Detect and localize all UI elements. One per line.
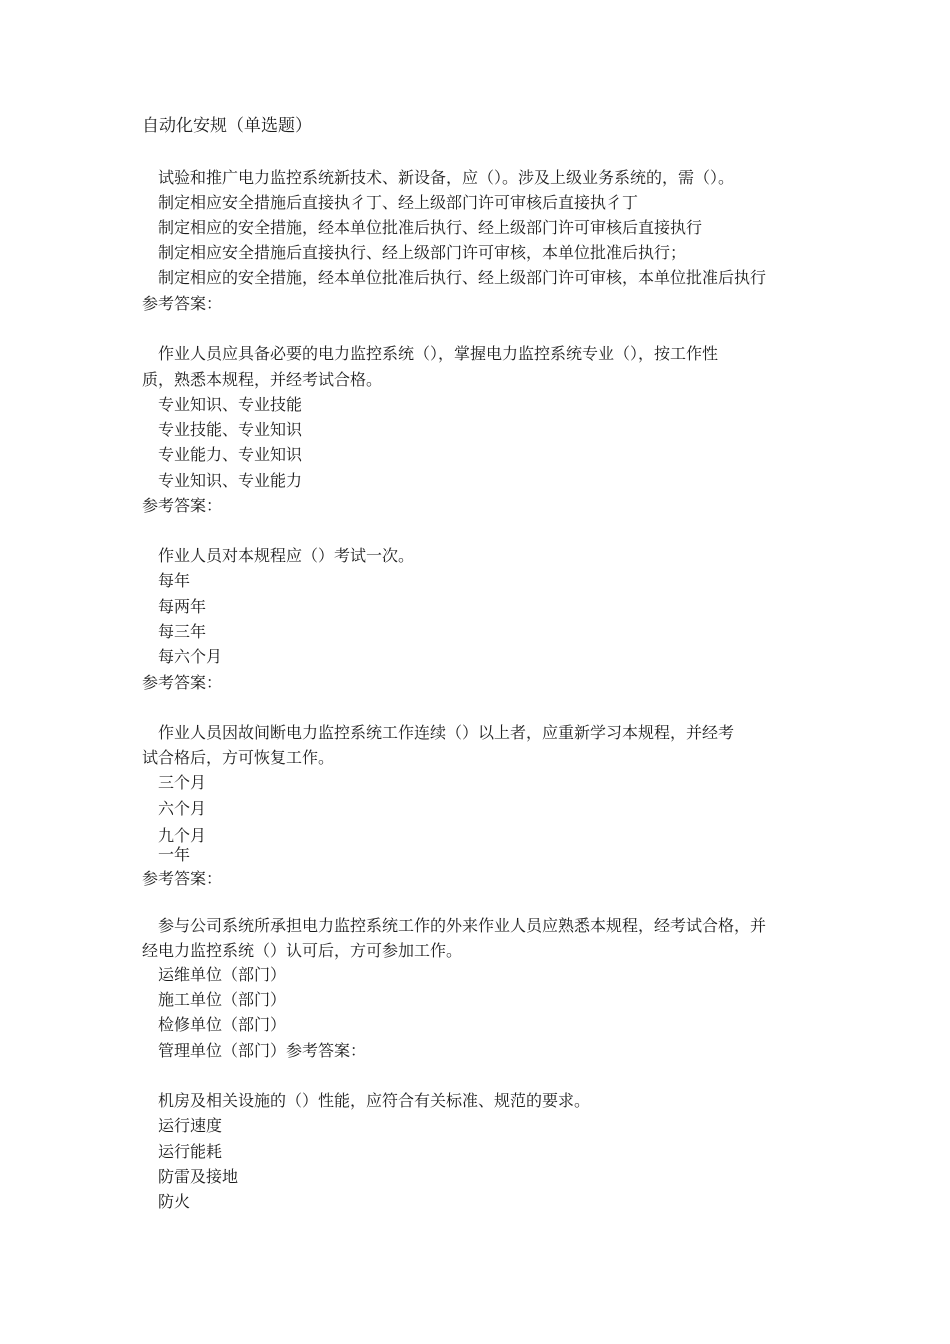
option-d: 制定相应的安全措施，经本单位批准后执行、经上级部门许可审核，本单位批准后执行 — [158, 268, 767, 287]
question-stem-continued: 经电力监控系统（）认可后，方可参加工作。 — [142, 941, 463, 960]
option-b: 运行能耗 — [158, 1142, 223, 1161]
document-title: 自动化安规（单选题） — [142, 116, 312, 136]
answer-label: 参考答案： — [142, 869, 223, 888]
question-stem: 机房及相关设施的（）性能，应符合有关标准、规范的要求。 — [158, 1091, 591, 1110]
option-b: 施工单位（部门） — [158, 990, 287, 1009]
option-d: 一年 — [158, 845, 191, 864]
answer-label: 参考答案： — [142, 294, 223, 313]
option-a: 专业知识、专业技能 — [158, 395, 303, 414]
option-c: 九个月 — [158, 826, 207, 845]
option-c: 专业能力、专业知识 — [158, 445, 303, 464]
option-d: 专业知识、专业能力 — [158, 471, 303, 490]
option-d: 防火 — [158, 1192, 191, 1211]
option-a: 运维单位（部门） — [158, 965, 287, 984]
option-b: 制定相应的安全措施，经本单位批准后执行、经上级部门许可审核后直接执行 — [158, 218, 703, 237]
question-stem: 试验和推广电力监控系统新技术、新设备，应（）。涉及上级业务系统的，需（）。 — [158, 168, 735, 187]
option-c: 检修单位（部门） — [158, 1015, 287, 1034]
option-a: 每年 — [158, 571, 191, 590]
option-d: 每六个月 — [158, 647, 223, 666]
option-a: 制定相应安全措施后直接执彳丁、经上级部门许可审核后直接执彳丁 — [158, 193, 639, 212]
answer-label: 参考答案： — [142, 673, 223, 692]
option-b: 六个月 — [158, 799, 207, 818]
question-stem: 作业人员应具备必要的电力监控系统（），掌握电力监控系统专业（），按工作性 — [158, 344, 719, 363]
question-stem-continued: 试合格后，方可恢复工作。 — [142, 748, 335, 767]
option-a: 三个月 — [158, 773, 207, 792]
answer-label: 参考答案： — [142, 496, 223, 515]
question-stem: 作业人员对本规程应（）考试一次。 — [158, 546, 415, 565]
option-a: 运行速度 — [158, 1116, 223, 1135]
option-b: 专业技能、专业知识 — [158, 420, 303, 439]
question-stem-continued: 质，熟悉本规程，并经考试合格。 — [142, 370, 383, 389]
question-stem: 作业人员因故间断电力监控系统工作连续（）以上者，应重新学习本规程，并经考 — [158, 723, 735, 742]
question-stem: 参与公司系统所承担电力监控系统工作的外来作业人员应熟悉本规程，经考试合格，并 — [158, 916, 767, 935]
option-d-with-answer-label: 管理单位（部门）参考答案： — [158, 1041, 367, 1060]
option-b: 每两年 — [158, 597, 207, 616]
option-c: 防雷及接地 — [158, 1167, 239, 1186]
option-c: 制定相应安全措施后直接执行、经上级部门许可审核，本单位批准后执行； — [158, 243, 687, 262]
option-c: 每三年 — [158, 622, 207, 641]
